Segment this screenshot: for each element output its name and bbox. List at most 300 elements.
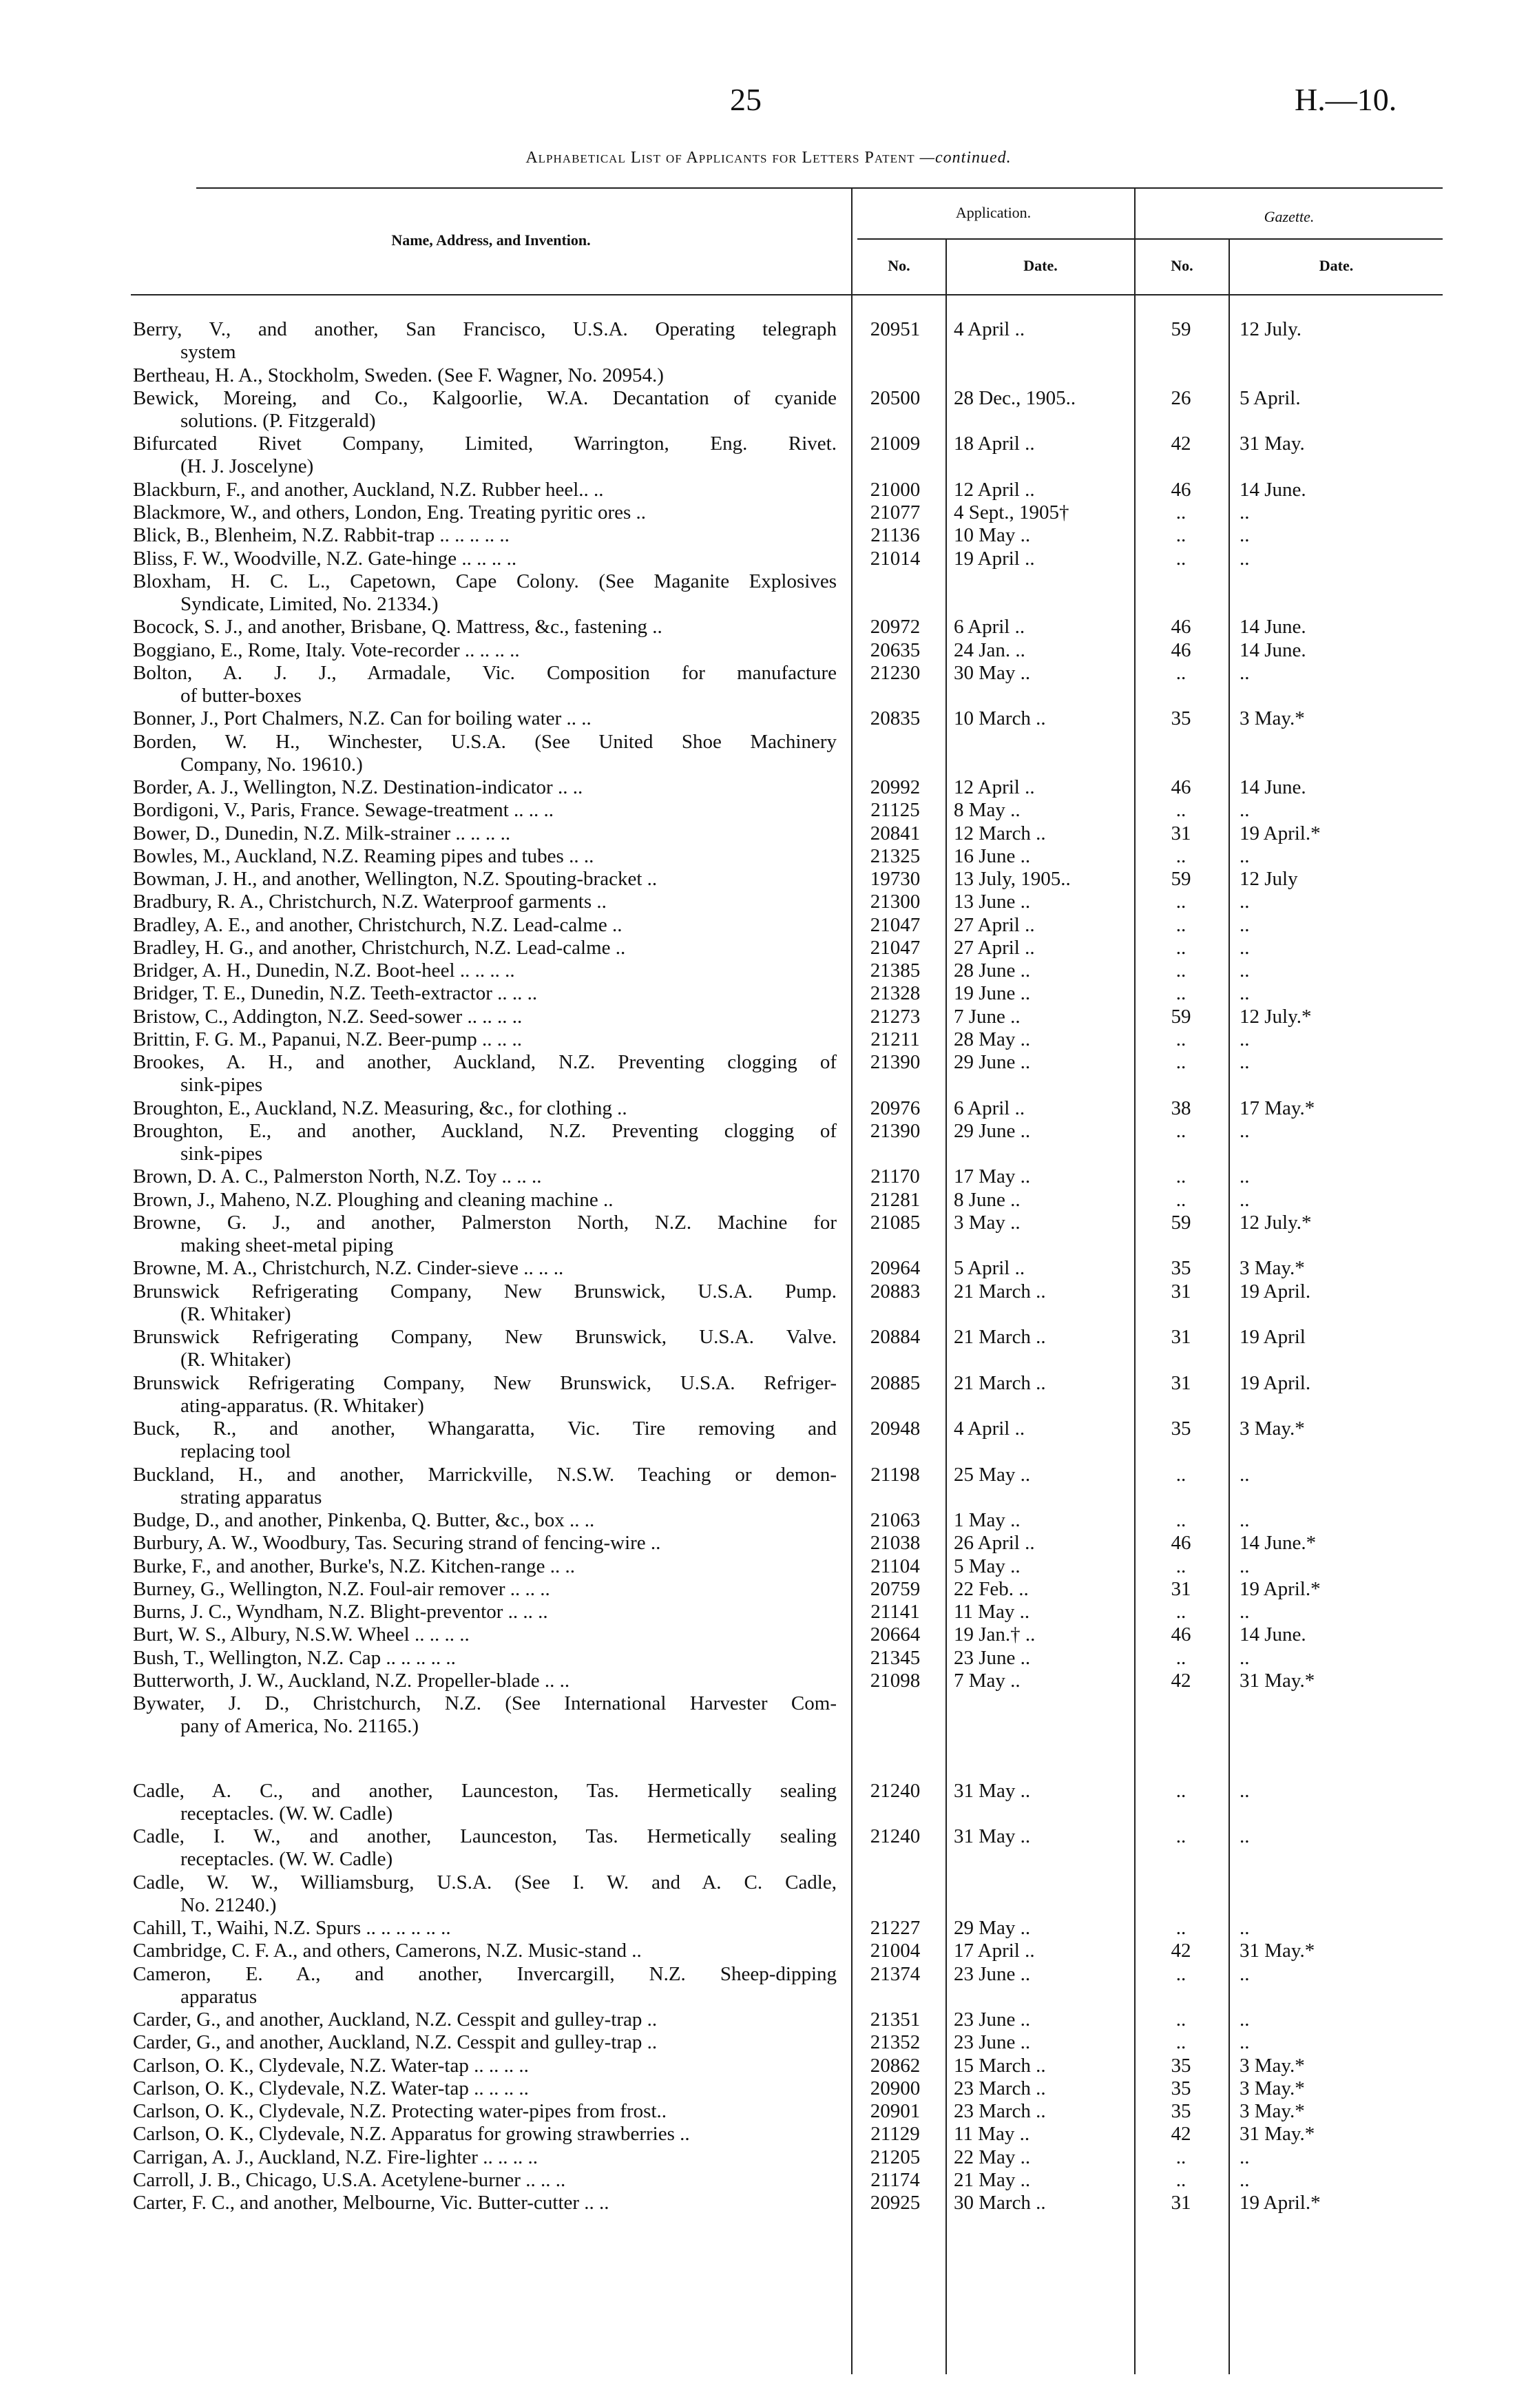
gazette-number: 31	[1171, 1371, 1191, 1394]
entry-text-line: Bridger, T. E., Dunedin, N.Z. Teeth-extractor .. .. ..	[133, 982, 538, 1005]
application-date: 19 April ..	[954, 547, 1035, 570]
page-title	[0, 149, 1537, 167]
gazette-number: 31	[1171, 1280, 1191, 1302]
entry-text-line: pany of America, No. 21165.)	[180, 1715, 419, 1737]
application-number: 20759	[870, 1577, 921, 1600]
application-date: 17 May ..	[954, 1165, 1031, 1188]
gazette-date: ..	[1240, 661, 1250, 684]
gazette-date: 14 June.	[1240, 616, 1306, 639]
application-number: 21374	[870, 1962, 921, 1985]
application-date: 8 June ..	[954, 1188, 1021, 1211]
application-date: 23 June ..	[954, 1646, 1031, 1669]
entry-text-line: Burbury, A. W., Woodbury, Tas. Securing strand of fencing-wire ..	[133, 1532, 661, 1555]
application-number: 21038	[870, 1532, 921, 1555]
application-number: 21000	[870, 478, 921, 501]
entry-text-line: Bocock, S. J., and another, Brisbane, Q. Mattress, &c., fastening ..	[133, 616, 662, 639]
gazette-number: ..	[1175, 1028, 1186, 1050]
gazette-date: ..	[1240, 524, 1250, 547]
application-date: 11 May ..	[954, 2123, 1030, 2146]
entry-text-line: Bradbury, R. A., Christchurch, N.Z. Waterproof garments ..	[133, 891, 607, 913]
entry-text-line: Bliss, F. W., Woodville, N.Z. Gate-hinge .. .. .. ..	[133, 547, 517, 570]
application-number: 20901	[870, 2100, 921, 2122]
entry-text-line: Brown, D. A. C., Palmerston North, N.Z. Toy .. .. ..	[133, 1165, 542, 1188]
entry-description	[133, 1780, 837, 1825]
application-number: 21125	[870, 799, 920, 822]
entry-text-line: Carlson, O. K., Clydevale, N.Z. Protecting water-pipes from frost..	[133, 2100, 667, 2122]
entry-description	[133, 548, 837, 570]
gazette-number: ..	[1175, 2146, 1186, 2168]
entry-description	[133, 776, 837, 799]
entry-text-line: Bifurcated Rivet Company, Limited, Warrington, Eng. Rivet.	[133, 433, 837, 455]
entry-description	[133, 982, 837, 1005]
application-number: 21273	[870, 1005, 921, 1028]
application-number: 21009	[870, 433, 921, 455]
gazette-date: ..	[1240, 913, 1250, 936]
entry-text-line: receptacles. (W. W. Cadle)	[180, 1848, 393, 1870]
application-date: 6 April ..	[954, 616, 1025, 639]
entry-text-line: Carlson, O. K., Clydevale, N.Z. Water-tap .. .. .. ..	[133, 2054, 529, 2077]
entry-text-line: Burke, F., and another, Burke's, N.Z. Kitchen-range .. ..	[133, 1555, 575, 1577]
entry-description	[133, 2077, 837, 2100]
gazette-date: 3 May.*	[1240, 707, 1305, 730]
gazette-date: ..	[1240, 1051, 1250, 1073]
gazette-number: 46	[1171, 776, 1191, 798]
gazette-number: 35	[1171, 2054, 1191, 2077]
page-number: 25	[730, 82, 762, 117]
gazette-number: ..	[1175, 1825, 1186, 1847]
application-number: 20664	[870, 1623, 921, 1646]
entry-text-line: Blackburn, F., and another, Auckland, N.Z. Rubber heel.. ..	[133, 478, 604, 501]
gazette-date: ..	[1240, 1779, 1250, 1802]
entry-description	[133, 1578, 837, 1601]
application-date: 21 May ..	[954, 2168, 1031, 2191]
application-date: 29 June ..	[954, 1051, 1031, 1073]
application-number: 20884	[870, 1326, 921, 1348]
gazette-date: 31 May.	[1240, 433, 1305, 455]
entry-description	[133, 868, 837, 891]
gazette-number: ..	[1175, 1779, 1186, 1802]
application-number: 21129	[870, 2123, 920, 2146]
gazette-date: ..	[1240, 1555, 1250, 1577]
entry-text-line: Bridger, A. H., Dunedin, N.Z. Boot-heel .. .. .. ..	[133, 959, 515, 982]
gazette-date: 3 May.*	[1240, 1418, 1305, 1440]
entry-description	[133, 1212, 837, 1257]
application-number: 21240	[870, 1779, 921, 1802]
gazette-date: 31 May.*	[1240, 1669, 1315, 1692]
gazette-date: 31 May.*	[1240, 2123, 1315, 2146]
gazette-date: ..	[1240, 891, 1250, 913]
gazette-number: ..	[1175, 891, 1186, 913]
gazette-date: ..	[1240, 1917, 1250, 1939]
gazette-number: ..	[1175, 661, 1186, 684]
entry-text-line: (R. Whitaker)	[180, 1349, 291, 1371]
entry-description	[133, 318, 837, 364]
gazette-number: ..	[1175, 1051, 1186, 1073]
entry-description	[133, 364, 837, 387]
column-header-name: Name, Address, and Invention.	[391, 231, 591, 249]
entry-text-line: Bradley, H. G., and another, Christchurch, N.Z. Lead-calme ..	[133, 936, 626, 959]
entry-text-line: Carder, G., and another, Auckland, N.Z. Cesspit and gulley-trap ..	[133, 2031, 658, 2054]
entry-description	[133, 2146, 837, 2169]
entry-text-line: Borden, W. H., Winchester, U.S.A. (See United Shoe Machinery	[133, 730, 837, 753]
application-date: 10 March ..	[954, 707, 1046, 730]
gazette-date: ..	[1240, 1165, 1250, 1188]
entry-description	[133, 1825, 837, 1871]
gazette-number: ..	[1175, 1962, 1186, 1985]
entry-description	[133, 1097, 837, 1120]
column-divider-gaz-no	[1228, 238, 1230, 2374]
gazette-date: 31 May.*	[1240, 1940, 1315, 1962]
column-header-app-no: No.	[888, 257, 910, 274]
entry-text-line: Butterworth, J. W., Auckland, N.Z. Propeller-blade .. ..	[133, 1669, 570, 1692]
entry-description	[133, 1418, 837, 1463]
gazette-date: 19 April.*	[1240, 822, 1321, 844]
entry-text-line: Brittin, F. G. M., Papanui, N.Z. Beer-pump .. .. ..	[133, 1028, 522, 1050]
entry-description	[133, 2009, 837, 2031]
gazette-date: 14 June.	[1240, 639, 1306, 661]
gazette-date: 3 May.*	[1240, 2054, 1305, 2077]
entry-description	[133, 1917, 837, 1940]
gazette-date: ..	[1240, 2009, 1250, 2031]
application-date: 22 Feb. ..	[954, 1577, 1029, 1600]
entry-text-line: Bolton, A. J. J., Armadale, Vic. Composition for manufacture	[133, 661, 837, 684]
application-date: 19 Jan.† ..	[954, 1623, 1036, 1646]
gazette-date: 5 April.	[1240, 386, 1301, 409]
column-divider-application	[1134, 187, 1136, 2374]
entry-text-line: Burney, G., Wellington, N.Z. Foul-air remover .. .. ..	[133, 1577, 550, 1600]
entry-text-line: solutions. (P. Fitzgerald)	[180, 409, 376, 432]
entry-text-line: Brunswick Refrigerating Company, New Brunswick, U.S.A. Pump.	[133, 1280, 837, 1302]
entry-text-line: Browne, G. J., and another, Palmerston North, N.Z. Machine for	[133, 1211, 837, 1234]
application-date: 27 April ..	[954, 913, 1035, 936]
gazette-date: 19 April	[1240, 1326, 1306, 1348]
gazette-date: 12 July.	[1240, 318, 1301, 340]
gazette-date: ..	[1240, 1509, 1250, 1531]
gazette-number: ..	[1175, 1165, 1186, 1188]
gazette-number: 26	[1171, 386, 1191, 409]
entry-description	[133, 2031, 837, 2054]
entry-description	[133, 1647, 837, 1670]
application-number: 21205	[870, 2146, 921, 2168]
application-number: 20972	[870, 616, 921, 639]
gazette-date: ..	[1240, 1028, 1250, 1050]
gazette-number: ..	[1175, 2031, 1186, 2054]
entry-description	[133, 914, 837, 937]
application-number: 21385	[870, 959, 921, 982]
application-number: 20883	[870, 1280, 921, 1302]
gazette-date: 3 May.*	[1240, 2077, 1305, 2099]
entry-text-line: system	[180, 341, 236, 363]
entry-description	[133, 845, 837, 868]
column-header-app-date: Date.	[1023, 257, 1058, 274]
gazette-date: ..	[1240, 1463, 1250, 1486]
column-header-gaz-date: Date.	[1319, 257, 1354, 274]
title-continued: —continued.	[919, 149, 1012, 167]
title-text: Alphabetical List of Applicants for Letters Patent	[525, 149, 915, 167]
application-number: 21211	[870, 1028, 920, 1050]
application-number: 21198	[870, 1463, 920, 1486]
entry-text-line: strating apparatus	[180, 1486, 322, 1508]
application-date: 4 Sept., 1905†	[954, 501, 1069, 523]
entry-description	[133, 1120, 837, 1165]
application-date: 17 April ..	[954, 1940, 1035, 1962]
entry-text-line: Bonner, J., Port Chalmers, N.Z. Can for boiling water .. ..	[133, 707, 592, 730]
application-date: 23 March ..	[954, 2100, 1046, 2122]
gazette-date: ..	[1240, 1119, 1250, 1142]
entry-description	[133, 1670, 837, 1692]
application-number: 21014	[870, 547, 921, 570]
application-number: 21170	[870, 1165, 920, 1188]
entry-text-line: Buckland, H., and another, Marrickville, N.S.W. Teaching or demon-	[133, 1463, 837, 1486]
gazette-number: ..	[1175, 1555, 1186, 1577]
application-date: 29 May ..	[954, 1917, 1031, 1939]
gazette-number: 59	[1171, 1005, 1191, 1028]
application-number: 20951	[870, 318, 921, 340]
entry-text-line: Carlson, O. K., Clydevale, N.Z. Apparatus for growing strawberries ..	[133, 2123, 690, 2146]
entry-description	[133, 1601, 837, 1623]
application-date: 27 April ..	[954, 936, 1035, 959]
application-date: 15 March ..	[954, 2054, 1046, 2077]
gazette-date: ..	[1240, 547, 1250, 570]
application-date: 7 June ..	[954, 1005, 1021, 1028]
application-number: 21004	[870, 1940, 921, 1962]
application-number: 20900	[870, 2077, 921, 2099]
entry-text-line: of butter-boxes	[180, 684, 302, 707]
application-number: 21085	[870, 1211, 921, 1234]
entry-text-line: Cadle, W. W., Williamsburg, U.S.A. (See I. W. and A. C. Cadle,	[133, 1871, 837, 1893]
entry-text-line: Bradley, A. E., and another, Christchurch, N.Z. Lead-calme ..	[133, 913, 623, 936]
gazette-date: 19 April.*	[1240, 1577, 1321, 1600]
application-date: 30 March ..	[954, 2192, 1046, 2214]
application-date: 19 June ..	[954, 982, 1031, 1005]
gazette-number: 42	[1171, 2123, 1191, 2146]
entry-text-line: Blackmore, W., and others, London, Eng. Treating pyritic ores ..	[133, 501, 647, 523]
application-number: 21077	[870, 501, 921, 523]
gazette-number: 35	[1171, 2077, 1191, 2099]
column-header-gaz-no: No.	[1171, 257, 1193, 274]
entry-text-line: Broughton, E., Auckland, N.Z. Measuring, &c., for clothing ..	[133, 1097, 627, 1119]
entry-text-line: Brunswick Refrigerating Company, New Brunswick, U.S.A. Refriger-	[133, 1371, 837, 1394]
entry-description	[133, 433, 837, 478]
application-number: 20862	[870, 2054, 921, 2077]
entry-text-line: Bloxham, H. C. L., Capetown, Cape Colony. (See Maganite Explosives	[133, 570, 837, 592]
entry-description	[133, 1940, 837, 1962]
entry-description	[133, 1372, 837, 1418]
gazette-number: 35	[1171, 2100, 1191, 2122]
entry-text-line: Company, No. 19610.)	[180, 753, 363, 776]
entry-text-line: Bowman, J. H., and another, Wellington, N.Z. Spouting-bracket ..	[133, 868, 658, 890]
entry-description	[133, 1051, 837, 1097]
entry-description	[133, 799, 837, 822]
entry-description	[133, 1464, 837, 1509]
application-date: 31 May ..	[954, 1779, 1031, 1802]
gazette-date: 19 April.*	[1240, 2192, 1321, 2214]
application-date: 21 March ..	[954, 1280, 1046, 1302]
entry-description	[133, 1165, 837, 1188]
application-number: 21047	[870, 913, 921, 936]
entry-text-line: receptacles. (W. W. Cadle)	[180, 1802, 393, 1825]
table-header-bottom-rule	[131, 294, 1443, 295]
entry-description	[133, 570, 837, 616]
gazette-number: 31	[1171, 2192, 1191, 2214]
entry-text-line: Boggiano, E., Rome, Italy. Vote-recorder .. .. .. ..	[133, 639, 520, 661]
entry-text-line: Carrigan, A. J., Auckland, N.Z. Fire-lighter .. .. .. ..	[133, 2146, 538, 2168]
entry-description	[133, 1280, 837, 1326]
application-date: 3 May ..	[954, 1211, 1021, 1234]
gazette-number: 38	[1171, 1097, 1191, 1119]
application-date: 5 May ..	[954, 1555, 1021, 1577]
entry-text-line: Cameron, E. A., and another, Invercargill, N.Z. Sheep-dipping	[133, 1962, 837, 1985]
entry-description	[133, 1509, 837, 1532]
entry-text-line: Border, A. J., Wellington, N.Z. Destination-indicator .. ..	[133, 776, 583, 798]
entry-text-line: making sheet-metal piping	[180, 1234, 394, 1256]
entry-description	[133, 707, 837, 730]
gazette-number: 59	[1171, 868, 1191, 890]
entry-text-line: Carroll, J. B., Chicago, U.S.A. Acetylene-burner .. .. ..	[133, 2168, 566, 2191]
entry-description	[133, 479, 837, 501]
entry-text-line: Broughton, E., and another, Auckland, N.Z. Preventing clogging of	[133, 1119, 837, 1142]
gazette-date: 14 June.*	[1240, 1532, 1317, 1555]
application-date: 12 April ..	[954, 478, 1035, 501]
entry-description	[133, 2123, 837, 2146]
gazette-date: 14 June.	[1240, 478, 1306, 501]
entry-text-line: Cadle, A. C., and another, Launceston, Tas. Hermetically sealing	[133, 1779, 837, 1802]
gazette-number: ..	[1175, 1646, 1186, 1669]
gazette-date: ..	[1240, 799, 1250, 822]
column-header-application: Application.	[955, 204, 1032, 221]
entry-description	[133, 1532, 837, 1555]
application-number: 20635	[870, 639, 921, 661]
entry-text-line: Bower, D., Dunedin, N.Z. Milk-strainer .. .. .. ..	[133, 822, 511, 844]
application-date: 16 June ..	[954, 844, 1031, 867]
gazette-number: 46	[1171, 639, 1191, 661]
application-date: 31 May ..	[954, 1825, 1031, 1847]
gazette-number: ..	[1175, 547, 1186, 570]
gazette-number: ..	[1175, 1509, 1186, 1531]
gazette-date: ..	[1240, 2031, 1250, 2054]
entry-description	[133, 2100, 837, 2123]
gazette-number: 42	[1171, 1669, 1191, 1692]
entry-description	[133, 1692, 837, 1738]
application-date: 4 April ..	[954, 1418, 1025, 1440]
gazette-number: ..	[1175, 1601, 1186, 1623]
entry-description	[133, 1028, 837, 1051]
gazette-number: ..	[1175, 982, 1186, 1005]
gazette-number: ..	[1175, 1463, 1186, 1486]
application-date: 8 May ..	[954, 799, 1021, 822]
application-date: 28 May ..	[954, 1028, 1031, 1050]
application-number: 21174	[870, 2168, 920, 2191]
application-number: 21063	[870, 1509, 921, 1531]
entry-text-line: Berry, V., and another, San Francisco, U.S.A. Operating telegraph	[133, 318, 837, 340]
gazette-date: ..	[1240, 1825, 1250, 1847]
application-date: 24 Jan. ..	[954, 639, 1025, 661]
gazette-date: ..	[1240, 959, 1250, 982]
gazette-date: ..	[1240, 2168, 1250, 2191]
entry-text-line: Browne, M. A., Christchurch, N.Z. Cinder-sieve .. .. ..	[133, 1257, 564, 1280]
entry-description	[133, 501, 837, 524]
entry-text-line: Burt, W. S., Albury, N.S.W. Wheel .. .. .. ..	[133, 1623, 470, 1646]
gazette-number: ..	[1175, 1119, 1186, 1142]
application-date: 28 Dec., 1905..	[954, 386, 1076, 409]
gazette-number: 42	[1171, 433, 1191, 455]
gazette-number: 46	[1171, 1623, 1191, 1646]
application-date: 12 April ..	[954, 776, 1035, 798]
application-date: 28 June ..	[954, 959, 1031, 982]
application-date: 23 March ..	[954, 2077, 1046, 2099]
application-number: 21390	[870, 1051, 921, 1073]
gazette-date: 12 July	[1240, 868, 1298, 890]
gazette-date: 19 April.	[1240, 1371, 1311, 1394]
entry-text-line: Syndicate, Limited, No. 21334.)	[180, 592, 439, 615]
entry-description	[133, 616, 837, 639]
gazette-date: ..	[1240, 501, 1250, 523]
application-number: 21390	[870, 1119, 921, 1142]
gazette-date: ..	[1240, 844, 1250, 867]
gazette-date: 12 July.*	[1240, 1005, 1312, 1028]
entry-description	[133, 2192, 837, 2214]
application-number: 21047	[870, 936, 921, 959]
gazette-number: 59	[1171, 318, 1191, 340]
gazette-number: ..	[1175, 524, 1186, 547]
entry-description	[133, 2169, 837, 2192]
application-date: 21 March ..	[954, 1326, 1046, 1348]
application-number: 20841	[870, 822, 921, 844]
application-date: 6 April ..	[954, 1097, 1025, 1119]
column-divider-name	[851, 187, 853, 2374]
entry-text-line: Bordigoni, V., Paris, France. Sewage-treatment .. .. ..	[133, 799, 554, 822]
application-date: 12 March ..	[954, 822, 1046, 844]
gazette-number: 35	[1171, 1418, 1191, 1440]
gazette-date: 17 May.*	[1240, 1097, 1315, 1119]
gazette-date: ..	[1240, 982, 1250, 1005]
application-number: 21345	[870, 1646, 921, 1669]
application-number: 21325	[870, 844, 921, 867]
gazette-number: ..	[1175, 2168, 1186, 2191]
entry-text-line: Cadle, I. W., and another, Launceston, Tas. Hermetically sealing	[133, 1825, 837, 1847]
gazette-number: ..	[1175, 501, 1186, 523]
entry-description	[133, 1006, 837, 1028]
application-date: 11 May ..	[954, 1601, 1030, 1623]
entry-text-line: sink-pipes	[180, 1074, 263, 1096]
application-number: 21098	[870, 1669, 921, 1692]
application-number: 20992	[870, 776, 921, 798]
gazette-number: ..	[1175, 1188, 1186, 1211]
gazette-date: ..	[1240, 1962, 1250, 1985]
entry-text-line: Cahill, T., Waihi, N.Z. Spurs .. .. .. .. .. ..	[133, 1917, 451, 1939]
entry-text-line: Brookes, A. H., and another, Auckland, N.Z. Preventing clogging of	[133, 1051, 837, 1073]
entry-description	[133, 1326, 837, 1371]
entry-text-line: Bewick, Moreing, and Co., Kalgoorlie, W.A. Decantation of cyanide	[133, 386, 837, 409]
gazette-number: ..	[1175, 913, 1186, 936]
application-number: 21227	[870, 1917, 921, 1939]
entry-description	[133, 937, 837, 959]
application-date: 23 June ..	[954, 2031, 1031, 2054]
entry-description	[133, 731, 837, 776]
gazette-number: 46	[1171, 1532, 1191, 1555]
entry-description	[133, 1963, 837, 2009]
entry-text-line: No. 21240.)	[180, 1893, 277, 1916]
entry-text-line: Bertheau, H. A., Stockholm, Sweden. (See F. Wagner, No. 20954.)	[133, 364, 664, 386]
entry-text-line: Budge, D., and another, Pinkenba, Q. Butter, &c., box .. ..	[133, 1509, 595, 1531]
application-number: 21300	[870, 891, 921, 913]
application-number: 20500	[870, 386, 921, 409]
gazette-date: ..	[1240, 2146, 1250, 2168]
application-number: 20835	[870, 707, 921, 730]
application-date: 4 April ..	[954, 318, 1025, 340]
entry-text-line: Bowles, M., Auckland, N.Z. Reaming pipes and tubes .. ..	[133, 844, 594, 867]
entry-text-line: Buck, R., and another, Whangaratta, Vic. Tire removing and	[133, 1418, 837, 1440]
